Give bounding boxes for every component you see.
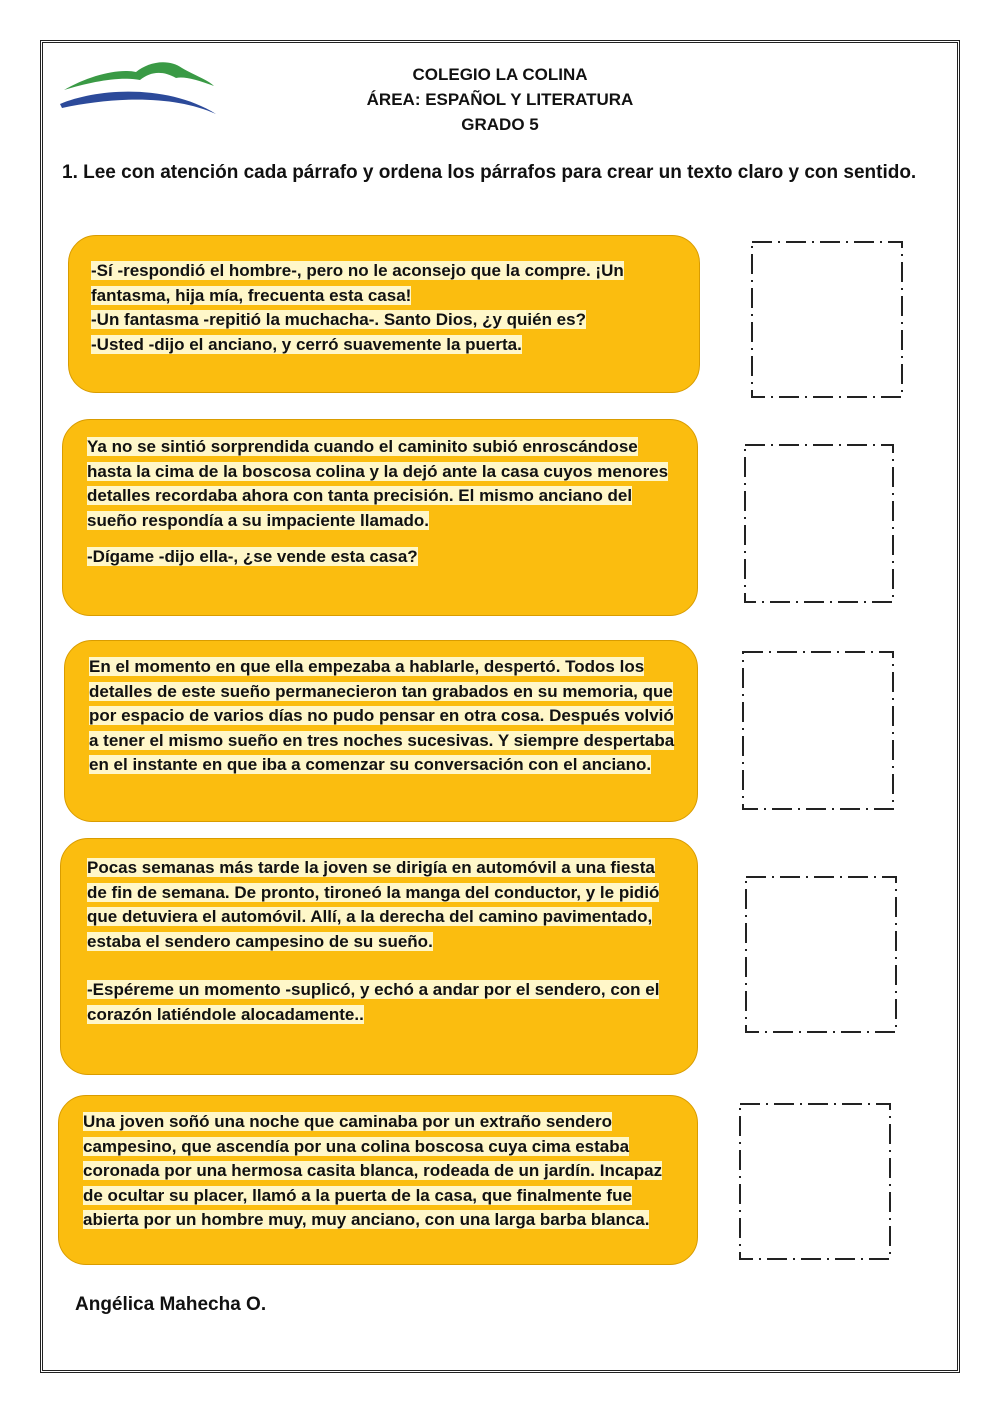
- paragraph-text: -Usted -dijo el anciano, y cerró suavemente la puerta.: [91, 334, 522, 354]
- paragraph-text: Pocas semanas más tarde la joven se dirigía en automóvil a una fiesta de fin de semana. De pronto, tironeó la manga del conductor, y le pidió que detuviera el automóvil. Allí, a la derecha del camino pavimentado, estaba el sendero campesino de su sueño.: [87, 858, 660, 951]
- answer-box-1[interactable]: [750, 240, 906, 400]
- paragraph-text: Una joven soñó una noche que caminaba por un extraño sendero campesino, que ascendía por una colina boscosa cuya cima estaba coronada por una hermosa casita blanca, rodeada de un jardín. Incapaz de ocultar su placer, llamó a la puerta de la casa, que finalmente fue abierta por un hombre muy, muy anciano, con una larga barba blanca.: [83, 1112, 663, 1230]
- paragraph-text: -Espéreme un momento -suplicó, y echó a andar por el sendero, con el corazón latiéndole alocadamente..: [87, 980, 660, 1024]
- paragraph-text: En el momento en que ella empezaba a hablarle, despertó. Todos los detalles de este sueño permanecieron tan grabados en su memoria, que por espacio de varios días no pudo pensar en otra cosa. Después volvió a tener el mismo sueño en tres noches sucesivas. Y siempre despertaba en el instante en que iba a comenzar su conversación con el anciano.: [89, 657, 675, 775]
- instruction-text: 1. Lee con atención cada párrafo y ordena los párrafos para crear un texto claro y con sentido.: [62, 162, 917, 183]
- grade-level: GRADO 5: [461, 115, 539, 134]
- answer-box-2[interactable]: [743, 443, 897, 605]
- paragraph-card-2: [62, 419, 698, 616]
- paragraph-card-3: [64, 640, 698, 822]
- answer-box-3[interactable]: [741, 650, 897, 812]
- answer-box-5[interactable]: [738, 1102, 894, 1262]
- paragraph-text: Ya no se sintió sorprendida cuando el caminito subió enroscándose hasta la cima de la boscosa colina y la dejó ante la casa cuyos menores detalles recordaba ahora con tanta precisión. El mismo anciano del sueño respondía a su impaciente llamado.: [87, 437, 669, 530]
- paragraph-text: -Un fantasma -repitió la muchacha-. Santo Dios, ¿y quién es?: [91, 310, 586, 330]
- paragraph-card-5: [58, 1095, 698, 1265]
- hills-logo-icon: [58, 56, 218, 120]
- answer-box-4[interactable]: [744, 875, 900, 1035]
- paragraph-card-1: [68, 235, 700, 393]
- author-name: Angélica Mahecha O.: [75, 1294, 267, 1315]
- paragraph-text: -Dígame -dijo ella-, ¿se vende esta casa?: [87, 547, 418, 567]
- subject-area: ÁREA: ESPAÑOL Y LITERATURA: [366, 90, 634, 109]
- school-name: COLEGIO LA COLINA: [412, 65, 588, 84]
- paragraph-card-4: [60, 838, 698, 1075]
- school-header: [300, 62, 700, 137]
- paragraph-text: -Sí -respondió el hombre-, pero no le aconsejo que la compre. ¡Un fantasma, hija mía, frecuenta esta casa!: [91, 261, 624, 305]
